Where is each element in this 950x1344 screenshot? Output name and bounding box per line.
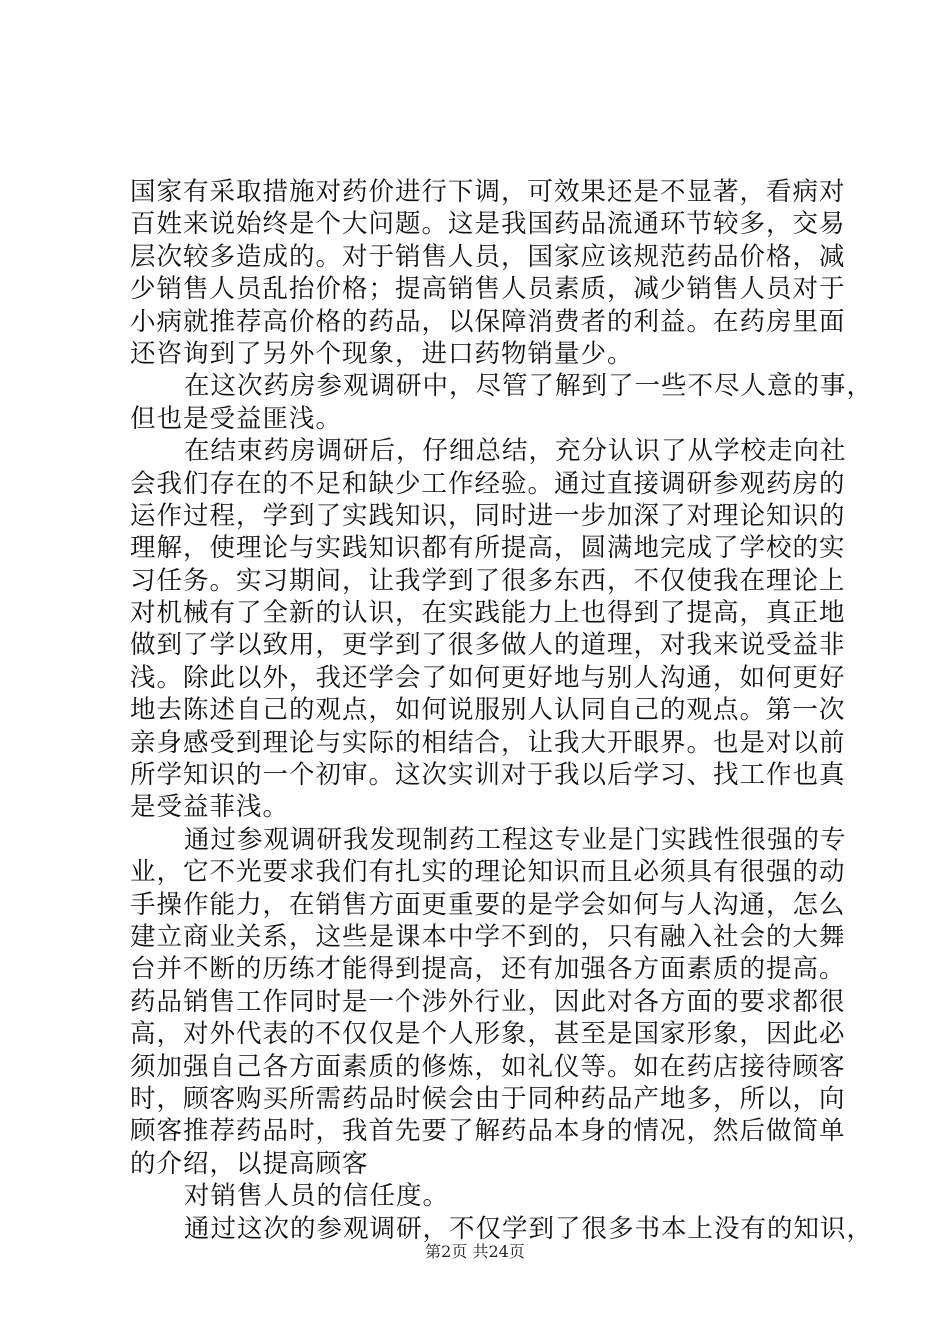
text-line: 业，它不光要求我们有扎实的理论知识而且必须具有很强的动 <box>130 857 846 888</box>
text-line: 通过这次的参观调研，不仅学到了很多书本上没有的知识， <box>184 1213 874 1244</box>
text-line: 百姓来说始终是个大问题。这是我国药品流通环节较多，交易 <box>130 209 846 240</box>
text-line: 在这次药房参观调研中，尽管了解到了一些不尽人意的事， <box>184 371 874 402</box>
text-line: 层次较多造成的。对于销售人员，国家应该规范药品价格，减 <box>130 241 846 272</box>
text-line: 小病就推荐高价格的药品，以保障消费者的利益。在药房里面 <box>130 306 846 337</box>
text-line: 会我们存在的不足和缺少工作经验。通过直接调研参观药房的 <box>130 468 846 499</box>
text-line: 通过参观调研我发现制药工程这专业是门实践性很强的专 <box>184 824 847 855</box>
text-line: 浅。除此以外，我还学会了如何更好地与别人沟通，如何更好 <box>130 662 846 693</box>
text-line: 理解，使理论与实践知识都有所提高，圆满地完成了学校的实 <box>130 533 846 564</box>
body-text <box>130 176 874 1245</box>
text-line: 顾客推荐药品时，我首先要了解药品本身的情况，然后做简单 <box>130 1116 846 1147</box>
text-line: 还咨询到了另外个现象，进口药物销量少。 <box>130 338 634 369</box>
text-line: 在结束药房调研后，仔细总结，充分认识了从学校走向社 <box>184 436 847 467</box>
text-line: 的介绍，以提高顾客 <box>130 1148 369 1179</box>
text-line: 对机械有了全新的认识，在实践能力上也得到了提高，真正地 <box>130 598 846 629</box>
text-line: 所学知识的一个初审。这次实训对于我以后学习、找工作也真 <box>130 760 846 791</box>
text-line: 运作过程，学到了实践知识，同时进一步加深了对理论知识的 <box>130 500 846 531</box>
text-line: 地去陈述自己的观点，如何说服别人认同自己的观点。第一次 <box>130 695 846 726</box>
text-line: 国家有采取措施对药价进行下调，可效果还是不显著，看病对 <box>130 177 846 207</box>
text-line: 高，对外代表的不仅仅是个人形象，甚至是国家形象，因此必 <box>130 1019 846 1050</box>
text-line: 建立商业关系，这些是课本中学不到的，只有融入社会的大舞 <box>130 921 846 952</box>
text-line: 药品销售工作同时是一个涉外行业，因此对各方面的要求都很 <box>130 986 846 1017</box>
text-line: 习任务。实习期间，让我学到了很多东西，不仅使我在理论上 <box>130 565 846 596</box>
text-line: 少销售人员乱抬价格；提高销售人员素质，减少销售人员对于 <box>130 274 846 305</box>
text-line: 但也是受益匪浅。 <box>130 403 343 434</box>
page-footer: 第2页 共24页 <box>425 1242 525 1261</box>
text-line: 时，顾客购买所需药品时候会由于同种药品产地多，所以，向 <box>130 1083 846 1114</box>
text-line: 做到了学以致用，更学到了很多做人的道理，对我来说受益非 <box>130 630 846 661</box>
text-line: 亲身感受到理论与实际的相结合，让我大开眼界。也是对以前 <box>130 727 846 758</box>
text-line: 对销售人员的信任度。 <box>184 1181 450 1212</box>
text-line: 手操作能力，在销售方面更重要的是学会如何与人沟通，怎么 <box>130 889 846 920</box>
text-line: 是受益菲浅。 <box>130 792 290 823</box>
text-line: 须加强自己各方面素质的修炼，如礼仪等。如在药店接待顾客 <box>130 1051 846 1082</box>
text-line: 台并不断的历练才能得到提高，还有加强各方面素质的提高。 <box>130 954 846 985</box>
